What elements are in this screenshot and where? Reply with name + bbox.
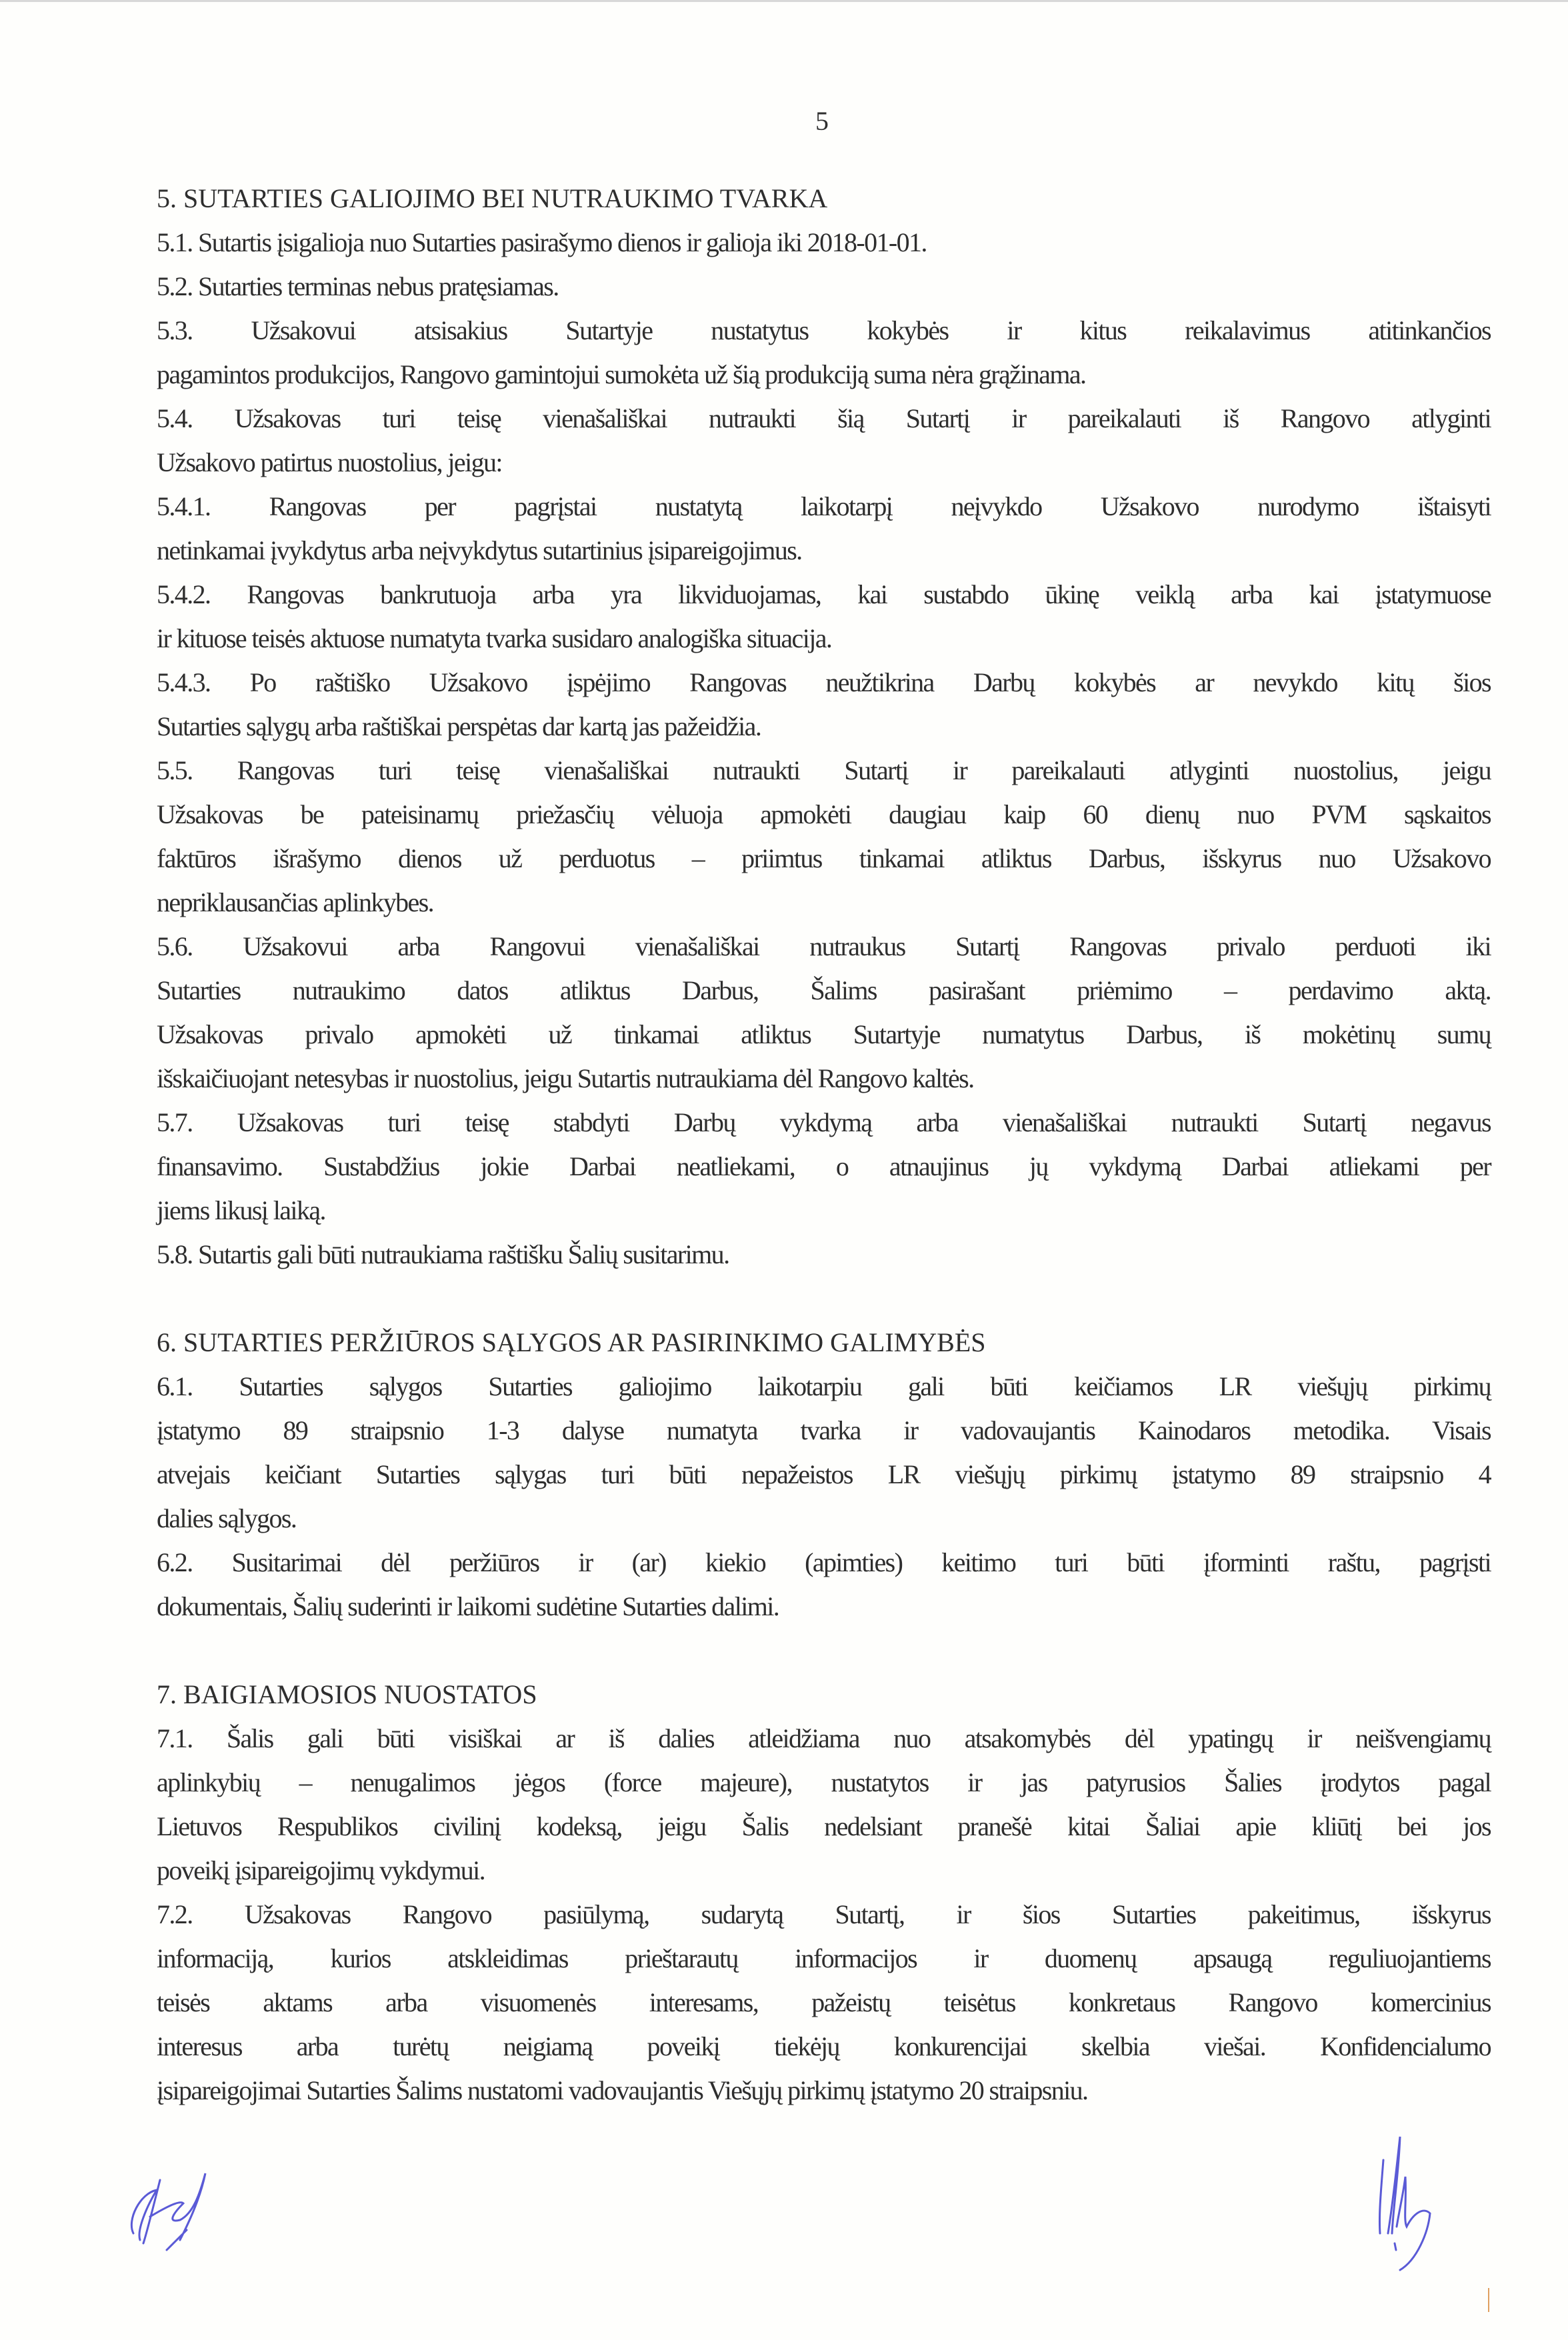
- paragraph-line: 7.2. Užsakovas Rangovo pasiūlymą, sudarytą Sutartį, ir šios Sutarties pakeitimus, išskyrus: [157, 1899, 1491, 1929]
- paragraph-line: 5.3. Užsakovui atsisakius Sutartyje nustatytus kokybės ir kitus reikalavimus atitinkančios: [157, 315, 1491, 345]
- section-heading: 5. SUTARTIES GALIOJIMO BEI NUTRAUKIMO TVARKA: [157, 183, 828, 213]
- paragraph-line: Sutarties nutraukimo datos atliktus Darbus, Šalims pasirašant priėmimo – perdavimo aktą.: [157, 975, 1491, 1005]
- paragraph-line: informaciją, kurios atskleidimas prieštarautų informacijos ir duomenų apsaugą reguliuojantiems: [157, 1943, 1491, 1973]
- paragraph-line: aplinkybių – nenugalimos jėgos (force majeure), nustatytos ir jas patyrusios Šalies įrodytos pagal: [157, 1767, 1491, 1797]
- paragraph-line: Užsakovas privalo apmokėti už tinkamai atliktus Sutartyje numatytus Darbus, iš mokėtinų sumų: [157, 1019, 1491, 1049]
- paragraph-line: įstatymo 89 straipsnio 1-3 dalyse numatyta tvarka ir vadovaujantis Kainodaros metodika. Visais: [157, 1415, 1491, 1445]
- paragraph-line: Užsakovas be pateisinamų priežasčių vėluoja apmokėti daugiau kaip 60 dienų nuo PVM sąskaitos: [157, 799, 1491, 829]
- paragraph-line: išskaičiuojant netesybas ir nuostolius, jeigu Sutartis nutraukiama dėl Rangovo kaltės.: [157, 1063, 974, 1093]
- paragraph-line: 5.1. Sutartis įsigalioja nuo Sutarties pasirašymo dienos ir galioja iki 2018-01-01.: [157, 227, 927, 257]
- paragraph-line: dokumentais, Šalių suderinti ir laikomi sudėtine Sutarties dalimi.: [157, 1591, 779, 1621]
- paragraph-line: pagamintos produkcijos, Rangovo gamintojui sumokėta už šią produkciją suma nėra grąžinama.: [157, 359, 1086, 389]
- signature-left: [120, 2167, 293, 2260]
- page-number: 5: [815, 106, 829, 136]
- paragraph-line: jiems likusį laiką.: [157, 1195, 325, 1225]
- section-heading: 6. SUTARTIES PERŽIŪROS SĄLYGOS AR PASIRINKIMO GALIMYBĖS: [157, 1327, 986, 1357]
- paragraph-line: 7.1. Šalis gali būti visiškai ar iš dalies atleidžiama nuo atsakomybės dėl ypatingų ir neišvengiamų: [157, 1723, 1491, 1753]
- paragraph-line: finansavimo. Sustabdžius jokie Darbai neatliekami, o atnaujinus jų vykdymą Darbai atliekami per: [157, 1151, 1491, 1181]
- paragraph-line: 5.5. Rangovas turi teisę vienašališkai nutraukti Sutartį ir pareikalauti atlyginti nuostolius, jeigu: [157, 755, 1491, 785]
- paragraph-line: Užsakovo patirtus nuostolius, jeigu:: [157, 447, 502, 477]
- paragraph-line: netinkamai įvykdytus arba neįvykdytus sutartinius įsipareigojimus.: [157, 535, 802, 565]
- paragraph-line: ir kituose teisės aktuose numatyta tvarka susidaro analogiška situacija.: [157, 623, 832, 653]
- paragraph-line: Lietuvos Respublikos civilinį kodeksą, jeigu Šalis nedelsiant pranešė kitai Šaliai apie kliūtį bei jos: [157, 1811, 1491, 1841]
- section-heading: 7. BAIGIAMOSIOS NUOSTATOS: [157, 1679, 537, 1709]
- paragraph-line: 5.7. Užsakovas turi teisę stabdyti Darbų vykdymą arba vienašališkai nutraukti Sutartį negavus: [157, 1107, 1491, 1137]
- paragraph-line: atvejais keičiant Sutarties sąlygas turi būti nepažeistos LR viešųjų pirkimų įstatymo 89 straipsnio 4: [157, 1459, 1491, 1489]
- paragraph-line: 5.4.3. Po raštiško Užsakovo įspėjimo Rangovas neužtikrina Darbų kokybės ar nevykdo kitų šios: [157, 667, 1491, 697]
- paragraph-line: 5.4.2. Rangovas bankrutuoja arba yra likviduojamas, kai sustabdo ūkinę veiklą arba kai įstatymuose: [157, 579, 1491, 609]
- paragraph-line: poveikį įsipareigojimų vykdymui.: [157, 1855, 485, 1885]
- margin-mark: [1485, 2287, 1492, 2313]
- paragraph-line: 5.8. Sutartis gali būti nutraukiama raštišku Šalių susitarimu.: [157, 1239, 729, 1269]
- paragraph-line: 5.6. Užsakovui arba Rangovui vienašališkai nutraukus Sutartį Rangovas privalo perduoti iki: [157, 931, 1491, 961]
- paragraph-line: 6.1. Sutarties sąlygos Sutarties galiojimo laikotarpiu gali būti keičiamos LR viešųjų pirkimų: [157, 1371, 1491, 1401]
- paragraph-line: nepriklausančias aplinkybes.: [157, 887, 434, 917]
- paragraph-line: įsipareigojimai Sutarties Šalims nustatomi vadovaujantis Viešųjų pirkimų įstatymo 20 straipsniu.: [157, 2075, 1088, 2105]
- paragraph-line: 6.2. Susitarimai dėl peržiūros ir (ar) kiekio (apimties) keitimo turi būti įforminti raštu, pagrįsti: [157, 1547, 1491, 1577]
- paragraph-line: 5.2. Sutarties terminas nebus pratęsiamas.: [157, 271, 559, 301]
- paragraph-line: Sutarties sąlygų arba raštiškai perspėtas dar kartą jas pažeidžia.: [157, 711, 761, 741]
- paragraph-line: teisės aktams arba visuomenės interesams, pažeistų teisėtus konkretaus Rangovo komercinius: [157, 1987, 1491, 2017]
- paragraph-line: interesus arba turėtų neigiamą poveikį tiekėjų konkurencijai skelbia viešai. Konfidencialumo: [157, 2031, 1491, 2061]
- paragraph-line: faktūros išrašymo dienos už perduotus – priimtus tinkamai atliktus Darbus, išskyrus nuo Užsakovo: [157, 843, 1491, 873]
- paragraph-line: dalies sąlygos.: [157, 1503, 297, 1533]
- paragraph-line: 5.4. Užsakovas turi teisę vienašališkai nutraukti šią Sutartį ir pareikalauti iš Rangovo atlyginti: [157, 403, 1491, 433]
- paragraph-line: 5.4.1. Rangovas per pagrįstai nustatytą laikotarpį neįvykdo Užsakovo nurodymo ištaisyti: [157, 491, 1491, 521]
- scan-edge: [0, 0, 1568, 2]
- signature-right: [1367, 2133, 1513, 2280]
